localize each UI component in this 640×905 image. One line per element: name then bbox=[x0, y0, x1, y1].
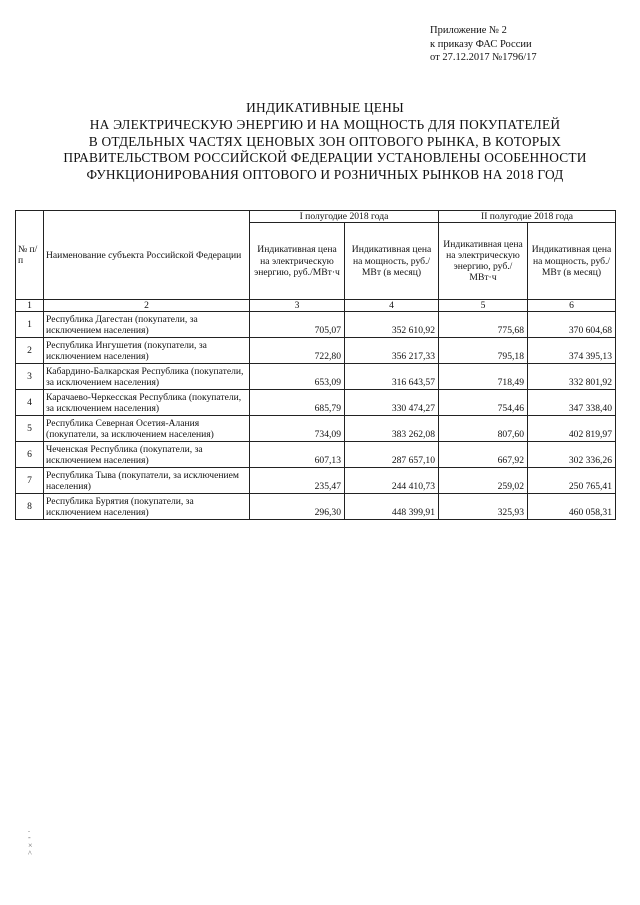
power-price-h1: 356 217,33 bbox=[345, 338, 439, 364]
title-line: ИНДИКАТИВНЫЕ ЦЕНЫ bbox=[246, 100, 404, 115]
energy-price-h1: 607,13 bbox=[250, 442, 345, 468]
appendix-line: Приложение № 2 bbox=[430, 25, 507, 36]
appendix-line: от 27.12.2017 №1796/17 bbox=[430, 52, 537, 63]
row-number: 2 bbox=[16, 338, 44, 364]
region-name: Карачаево-Черкесская Республика (покупатели, за исключением населения) bbox=[44, 390, 250, 416]
column-header-energy-2: Индикативная цена на электрическую энергию, руб./МВт·ч bbox=[439, 223, 528, 300]
column-number: 5 bbox=[439, 300, 528, 312]
title-line: ФУНКЦИОНИРОВАНИЯ ОПТОВОГО И РОЗНИЧНЫХ РЫНКОВ НА 2018 ГОД bbox=[86, 167, 564, 183]
region-name: Чеченская Республика (покупатели, за исключением населения) bbox=[44, 442, 250, 468]
column-number: 1 bbox=[16, 300, 44, 312]
region-name: Республика Дагестан (покупатели, за исключением населения) bbox=[44, 312, 250, 338]
price-table bbox=[15, 210, 616, 520]
appendix-line: к приказу ФАС России bbox=[430, 38, 532, 50]
margin-mark: . - × ^ bbox=[28, 825, 33, 858]
energy-price-h2: 807,60 bbox=[439, 416, 528, 442]
power-price-h2: 402 819,97 bbox=[528, 416, 616, 442]
column-number: 6 bbox=[528, 300, 616, 312]
energy-price-h2: 775,68 bbox=[439, 312, 528, 338]
document-title bbox=[60, 100, 590, 184]
column-header-power-1: Индикативная цена на мощность, руб./МВт (в месяц) bbox=[345, 223, 439, 300]
title-line: В ОТДЕЛЬНЫХ ЧАСТЯХ ЦЕНОВЫХ ЗОН ОПТОВОГО РЫНКА, В КОТОРЫХ bbox=[88, 133, 562, 149]
energy-price-h2: 259,02 bbox=[439, 468, 528, 494]
power-price-h1: 383 262,08 bbox=[345, 416, 439, 442]
table-row bbox=[16, 364, 616, 390]
power-price-h2: 347 338,40 bbox=[528, 390, 616, 416]
column-number: 3 bbox=[250, 300, 345, 312]
energy-price-h1: 722,80 bbox=[250, 338, 345, 364]
power-price-h1: 330 474,27 bbox=[345, 390, 439, 416]
power-price-h2: 250 765,41 bbox=[528, 468, 616, 494]
table-row bbox=[16, 442, 616, 468]
region-name: Республика Северная Осетия-Алания (покупатели, за исключением населения) bbox=[44, 416, 250, 442]
energy-price-h2: 325,93 bbox=[439, 494, 528, 520]
title-line: НА ЭЛЕКТРИЧЕСКУЮ ЭНЕРГИЮ И НА МОЩНОСТЬ ДЛЯ ПОКУПАТЕЛЕЙ bbox=[89, 116, 561, 132]
row-number: 3 bbox=[16, 364, 44, 390]
power-price-h2: 302 336,26 bbox=[528, 442, 616, 468]
energy-price-h1: 734,09 bbox=[250, 416, 345, 442]
row-number: 5 bbox=[16, 416, 44, 442]
power-price-h2: 374 395,13 bbox=[528, 338, 616, 364]
power-price-h1: 316 643,57 bbox=[345, 364, 439, 390]
region-name: Республика Тыва (покупатели, за исключением населения) bbox=[44, 468, 250, 494]
energy-price-h1: 296,30 bbox=[250, 494, 345, 520]
table-row bbox=[16, 338, 616, 364]
power-price-h1: 448 399,91 bbox=[345, 494, 439, 520]
region-name: Кабардино-Балкарская Республика (покупатели, за исключением населения) bbox=[44, 364, 250, 390]
table-row bbox=[16, 468, 616, 494]
table-row bbox=[16, 312, 616, 338]
numbering-row bbox=[16, 300, 616, 312]
period-header-1: I полугодие 2018 года bbox=[250, 211, 439, 223]
energy-price-h2: 795,18 bbox=[439, 338, 528, 364]
energy-price-h2: 667,92 bbox=[439, 442, 528, 468]
column-number: 4 bbox=[345, 300, 439, 312]
power-price-h1: 244 410,73 bbox=[345, 468, 439, 494]
energy-price-h1: 705,07 bbox=[250, 312, 345, 338]
power-price-h2: 332 801,92 bbox=[528, 364, 616, 390]
appendix-note bbox=[430, 24, 537, 65]
power-price-h1: 352 610,92 bbox=[345, 312, 439, 338]
period-header-2: II полугодие 2018 года bbox=[439, 211, 616, 223]
column-header-power-2: Индикативная цена на мощность, руб./МВт (в месяц) bbox=[528, 223, 616, 300]
table-row bbox=[16, 494, 616, 520]
energy-price-h1: 235,47 bbox=[250, 468, 345, 494]
column-header-energy-1: Индикативная цена на электрическую энергию, руб./МВт·ч bbox=[250, 223, 345, 300]
table-row bbox=[16, 390, 616, 416]
row-number: 8 bbox=[16, 494, 44, 520]
row-number: 7 bbox=[16, 468, 44, 494]
column-header-name: Наименование субъекта Российской Федерации bbox=[44, 211, 250, 300]
header-row bbox=[16, 211, 616, 223]
power-price-h2: 370 604,68 bbox=[528, 312, 616, 338]
region-name: Республика Бурятия (покупатели, за исключением населения) bbox=[44, 494, 250, 520]
power-price-h2: 460 058,31 bbox=[528, 494, 616, 520]
energy-price-h1: 685,79 bbox=[250, 390, 345, 416]
energy-price-h2: 754,46 bbox=[439, 390, 528, 416]
energy-price-h1: 653,09 bbox=[250, 364, 345, 390]
table-row bbox=[16, 416, 616, 442]
region-name: Республика Ингушетия (покупатели, за исключением населения) bbox=[44, 338, 250, 364]
row-number: 6 bbox=[16, 442, 44, 468]
energy-price-h2: 718,49 bbox=[439, 364, 528, 390]
column-number: 2 bbox=[44, 300, 250, 312]
power-price-h1: 287 657,10 bbox=[345, 442, 439, 468]
row-number: 1 bbox=[16, 312, 44, 338]
column-header-number: № п/п bbox=[16, 211, 44, 300]
row-number: 4 bbox=[16, 390, 44, 416]
title-line: ПРАВИТЕЛЬСТВОМ РОССИЙСКОЙ ФЕДЕРАЦИИ УСТАНОВЛЕНЫ ОСОБЕННОСТИ bbox=[63, 150, 587, 166]
